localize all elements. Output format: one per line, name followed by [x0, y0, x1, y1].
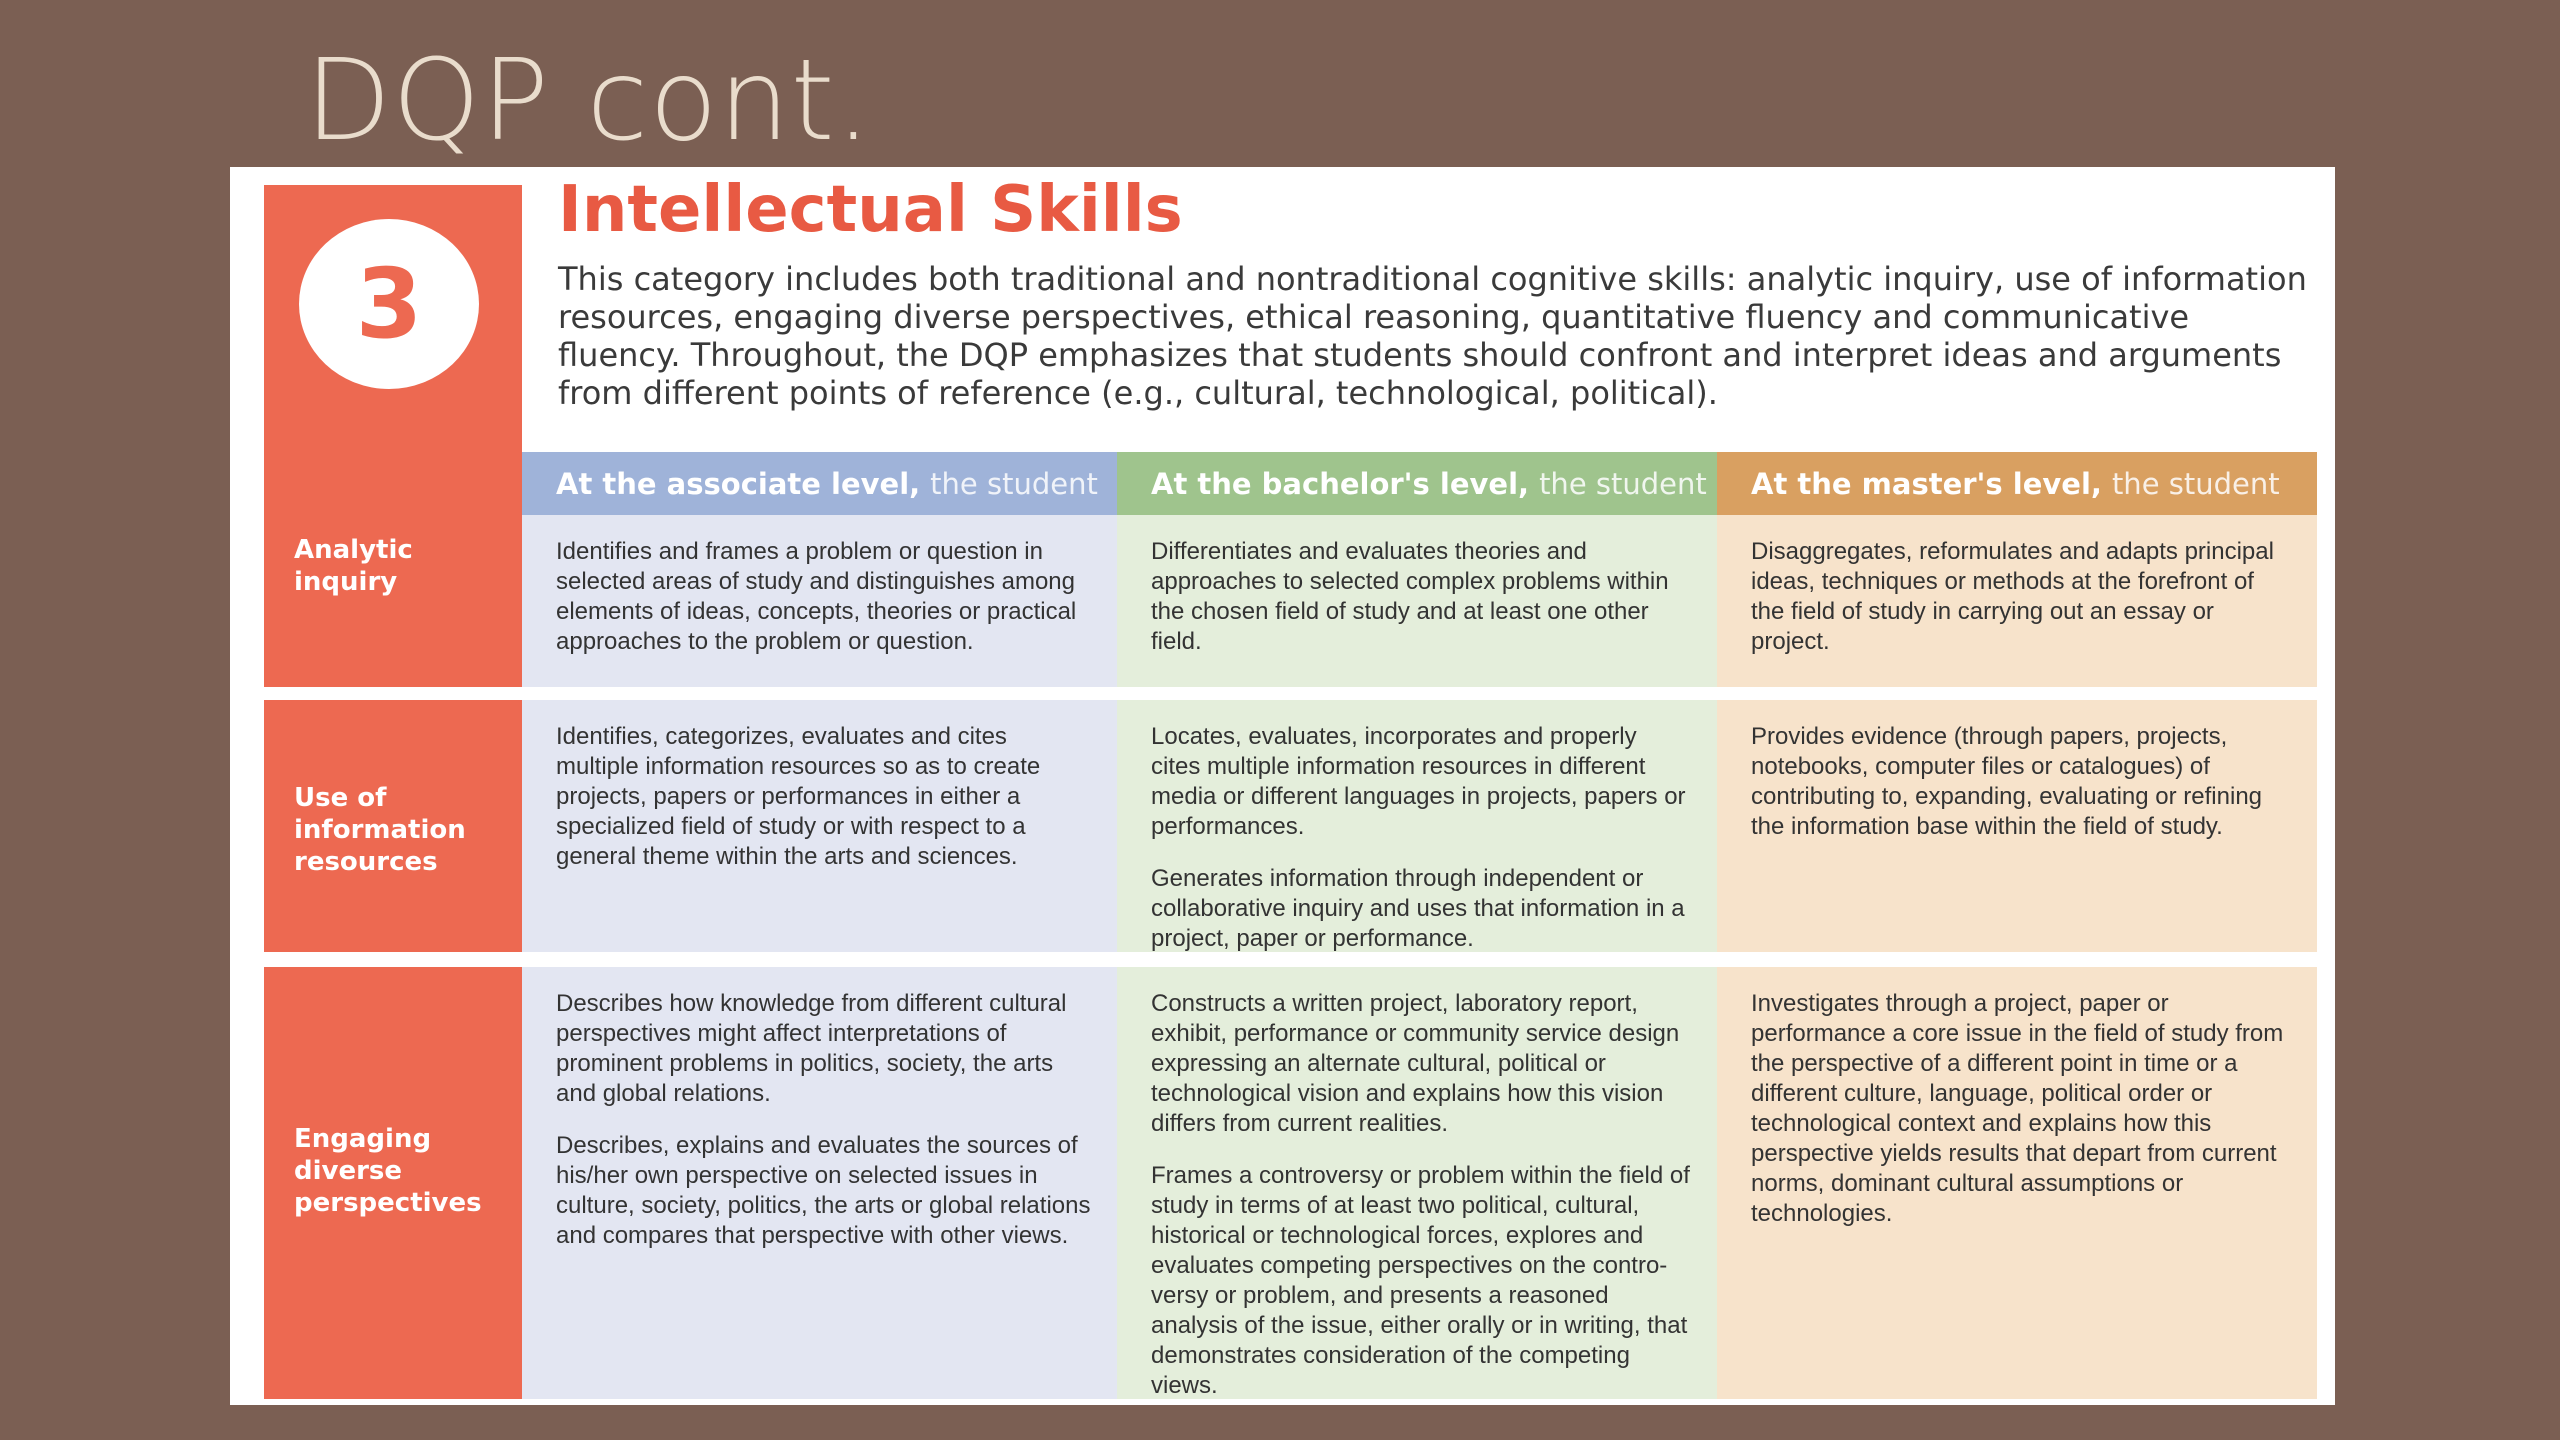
cell-analytic-master: Disaggregates, reformulates and adapts principal ideas, techniques or methods at the forefront of the field of study in carrying out an essay or project.: [1717, 515, 2317, 687]
row-label-information-resources: Use of information resources: [294, 783, 466, 877]
cell-information-associate: Identifies, categorizes, evaluates and cites multiple information resources so as to create projects, papers or performances in either a specialized field of study or with respect to a general theme within the arts and sciences.: [522, 700, 1117, 952]
cell-information-master: Provides evidence (through papers, projects, notebooks, computer files or catalogues) of contributing to, expanding, evaluating or refining the information base within the field of study.: [1717, 700, 2317, 952]
row-label-diverse-perspectives: Engaging diverse perspectives: [294, 1124, 482, 1218]
cell-perspectives-bachelor: Constructs a written project, laboratory report, exhibit, performance or community service design expressing an alternate cultural, political or technological vision and explains how this vision differs from current realities. Frames a controversy or problem within the field of study in terms of at least two political, cultural, historical or technological forces, explores and evaluates competing perspectives on the contro-versy or problem, and presents a reasoned analysis of the issue, either orally or in writing, that demonstrates consideration of the competing views.: [1117, 967, 1717, 1399]
column-header-bachelor: At the bachelor's level, the student: [1117, 452, 1717, 515]
card-intro: This category includes both traditional and nontraditional cognitive skills: analytic inquiry, use of information resources, engaging diverse perspectives, ethical reasoning, quantitative fluency and communicative fluency. Throughout, the DQP emphasizes that students should confront and interpret ideas and arguments from different points of reference (e.g., cultural, technological, political).: [558, 260, 2307, 412]
cell-analytic-bachelor: Differentiates and evaluates theories and approaches to selected complex problems within the chosen field of study and at least one other field.: [1117, 515, 1717, 687]
slide-title: DQP cont.: [305, 36, 873, 166]
column-header-associate: At the associate level, the student: [522, 452, 1117, 515]
cell-perspectives-master: Investigates through a project, paper or performance a core issue in the field of study from the perspective of a different point in time or a different culture, language, political order or technological context and explains how this perspective yields results that depart from current norms, dominant cultural assumptions or technologies.: [1717, 967, 2317, 1399]
cell-analytic-associate: Identifies and frames a problem or question in selected areas of study and distinguishes among elements of ideas, concepts, theories or practical approaches to the problem or question.: [522, 515, 1117, 687]
card-heading: Intellectual Skills: [558, 173, 1183, 247]
column-header-master: At the master's level, the student: [1717, 452, 2317, 515]
category-number-badge: 3: [299, 219, 479, 389]
sidebar-top: [264, 185, 522, 687]
cell-perspectives-associate: Describes how knowledge from different cultural perspectives might affect interpretations of prominent problems in politics, society, the arts and global relations. Describes, explains and evaluates the sources of his/her own perspective on selected issues in culture, society, politics, the arts or global relations and compares that perspective with other views.: [522, 967, 1117, 1399]
row-label-analytic-inquiry: Analytic inquiry: [294, 535, 413, 597]
intellectual-skills-card: [230, 167, 2335, 1405]
cell-information-bachelor: Locates, evaluates, incorporates and properly cites multiple information resources in different media or different languages in projects, papers or performances. Generates information through independent or collaborative inquiry and uses that information in a project, paper or performance.: [1117, 700, 1717, 952]
